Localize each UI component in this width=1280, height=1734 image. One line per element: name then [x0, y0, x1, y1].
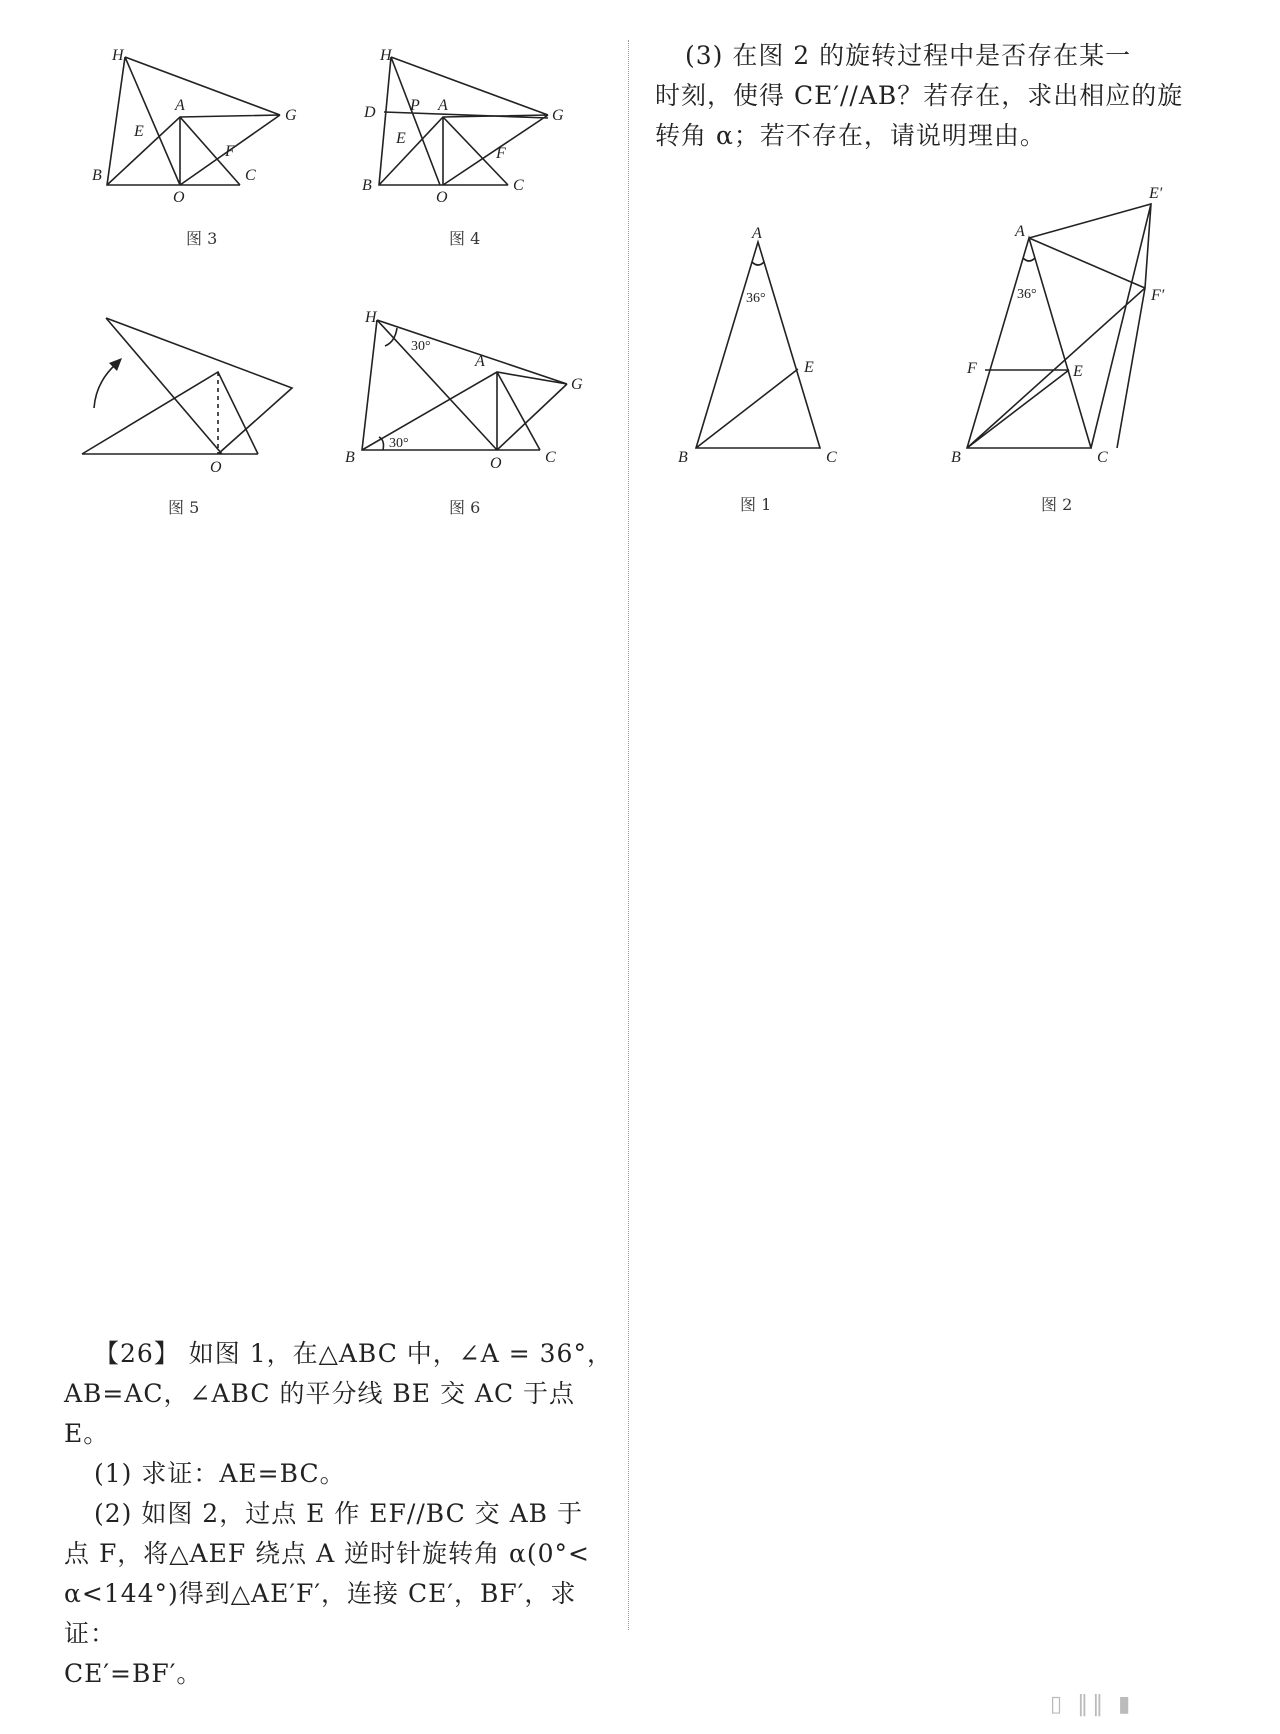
- p26-line-2: AB=AC，∠ABC 的平分线 BE 交 AC 于点 E。: [64, 1379, 576, 1448]
- q3-line-2: 时刻，使得 CE′//AB？若存在，求出相应的旋: [655, 81, 1184, 110]
- fig6-label-H: H: [365, 309, 377, 326]
- fig4-caption: 图 4: [449, 229, 481, 248]
- fig6-label-O: O: [490, 455, 502, 472]
- fig2-caption: 图 2: [1041, 495, 1073, 514]
- fig2-angle-36: 36°: [1017, 287, 1037, 302]
- figure-1: [672, 220, 852, 470]
- fig3-label-O: O: [173, 189, 185, 206]
- footer-mark: ▯ ‖‖ ▮: [1050, 1692, 1135, 1717]
- fig2-label-C: C: [1097, 449, 1108, 466]
- fig2-label-Fp: F′: [1151, 287, 1165, 304]
- fig3-label-C: C: [245, 167, 256, 184]
- p26-line-5: 点 F，将△AEF 绕点 A 逆时针旋转角 α(0°<: [64, 1539, 590, 1568]
- fig1-angle-arc: [752, 262, 764, 265]
- fig4-label-F: F: [496, 145, 506, 162]
- fig5-caption: 图 5: [168, 498, 200, 517]
- p26-line-4: (2) 如图 2，过点 E 作 EF//BC 交 AB 于: [94, 1499, 583, 1528]
- p26-line-7: CE′=BF′。: [64, 1659, 203, 1688]
- fig4-lines: [379, 57, 548, 185]
- fig4-label-G: G: [552, 107, 564, 124]
- fig2-angle-arc: [1023, 258, 1035, 261]
- fig4-label-O: O: [436, 189, 448, 206]
- fig2-label-E: E: [1073, 363, 1083, 380]
- fig4-label-A: A: [438, 97, 448, 114]
- column-divider: [628, 40, 629, 1630]
- fig2-label-A: A: [1015, 223, 1025, 240]
- fig3-label-H: H: [112, 47, 124, 64]
- fig5-label-O: O: [210, 459, 222, 476]
- fig6-angle-30-top: 30°: [411, 339, 431, 354]
- q3-line-1: (3) 在图 2 的旋转过程中是否存在某一: [685, 41, 1132, 70]
- fig6-label-C: C: [545, 449, 556, 466]
- p26-line-6: α<144°)得到△AE′F′，连接 CE′，BF′，求证：: [64, 1579, 577, 1648]
- fig3-caption: 图 3: [186, 229, 218, 248]
- p26-line-1: 【26】 如图 1，在△ABC 中，∠A = 36°，: [94, 1339, 613, 1368]
- fig3-label-G: G: [285, 107, 297, 124]
- fig3-label-A: A: [175, 97, 185, 114]
- figure-2: [945, 182, 1185, 472]
- fig3-lines: [107, 57, 280, 185]
- rotation-arrow-icon: [94, 364, 116, 408]
- fig5-lines: [82, 318, 292, 454]
- fig6-label-G: G: [571, 376, 583, 393]
- figure-5: [70, 310, 300, 480]
- fig2-label-B: B: [951, 449, 961, 466]
- problem-26-text: [64, 1334, 624, 1694]
- fig2-lines: [967, 204, 1151, 448]
- fig2-label-F: F: [967, 360, 977, 377]
- fig3-label-B: B: [92, 167, 102, 184]
- fig4-label-D: D: [364, 104, 376, 121]
- fig1-angle-36: 36°: [746, 291, 766, 306]
- fig4-label-P: P: [410, 97, 420, 114]
- fig6-label-B: B: [345, 449, 355, 466]
- fig6-caption: 图 6: [449, 498, 481, 517]
- fig6-label-A: A: [475, 353, 485, 370]
- fig4-label-B: B: [362, 177, 372, 194]
- fig1-label-E: E: [804, 359, 814, 376]
- fig1-label-B: B: [678, 449, 688, 466]
- fig6-angle-30-bottom: 30°: [389, 436, 409, 451]
- fig3-label-F: F: [225, 143, 235, 160]
- fig4-label-E: E: [396, 130, 406, 147]
- fig1-label-A: A: [752, 225, 762, 242]
- fig2-label-Ep: E′: [1149, 185, 1163, 202]
- fig4-label-H: H: [380, 47, 392, 64]
- fig3-label-E: E: [134, 123, 144, 140]
- fig4-label-C: C: [513, 177, 524, 194]
- fig1-label-C: C: [826, 449, 837, 466]
- fig1-caption: 图 1: [740, 495, 772, 514]
- fig1-triangle: [696, 242, 820, 448]
- q3-line-3: 转角 α；若不存在，请说明理由。: [655, 121, 1046, 150]
- figure-4: [358, 40, 588, 206]
- figure-3: [90, 40, 320, 206]
- question-3-text: [655, 36, 1215, 156]
- figure-6: [345, 306, 605, 476]
- p26-line-3: (1) 求证：AE=BC。: [94, 1459, 346, 1488]
